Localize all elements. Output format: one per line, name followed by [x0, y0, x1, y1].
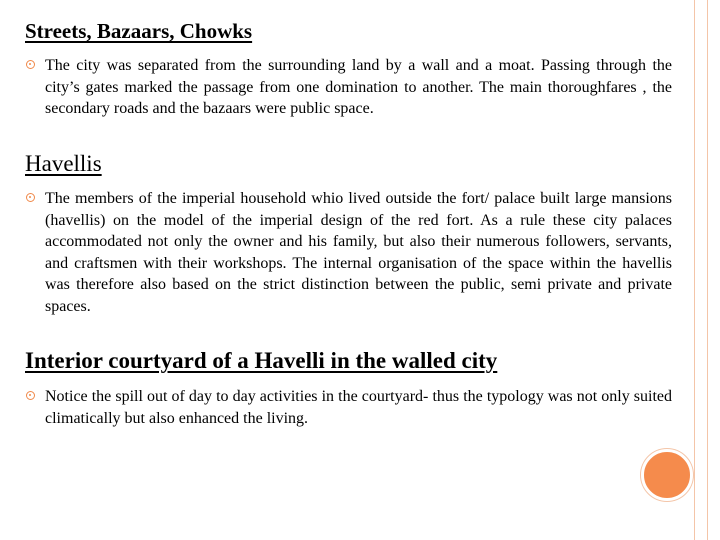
bullet-circle-icon: [26, 391, 35, 400]
heading-havellis: Havellis: [25, 151, 102, 176]
bullet-text-havellis: The members of the imperial household whio lived outside the fort/ palace built large mansions (havellis) on the model of the imperial design of the red fort. As a rule these city palaces accommodated not only the owner and his family, but also their numerous followers, servants, and craftsmen with their workshops. The internal organisation of the space within the havellis was therefore also based on the strict distinction between the public, semi private and private spaces.: [45, 190, 672, 315]
heading-interior-courtyard: Interior courtyard of a Havelli in the walled city: [25, 348, 498, 373]
bullet-circle-icon: [26, 193, 35, 202]
bullet-text-streets: The city was separated from the surrounding land by a wall and a moat. Passing through the city’s gates marked the passage from one domination to another. The main thoroughfares , the secondary roads and the bazaars were public space.: [45, 57, 672, 117]
bullet-courtyard: [26, 386, 672, 429]
frame-line-outer: [707, 0, 708, 540]
heading-streets-bazaars: Streets, Bazaars, Chowks: [25, 19, 253, 43]
bullet-streets: [26, 55, 672, 120]
bullet-circle-icon: [26, 60, 35, 69]
bullet-text-courtyard: Notice the spill out of day to day activities in the courtyard- thus the typology was not only suited climatically but also enhanced the living.: [45, 388, 672, 427]
bullet-havellis: [26, 188, 672, 317]
decorative-circle: [641, 449, 693, 501]
frame-line-inner: [694, 0, 695, 540]
